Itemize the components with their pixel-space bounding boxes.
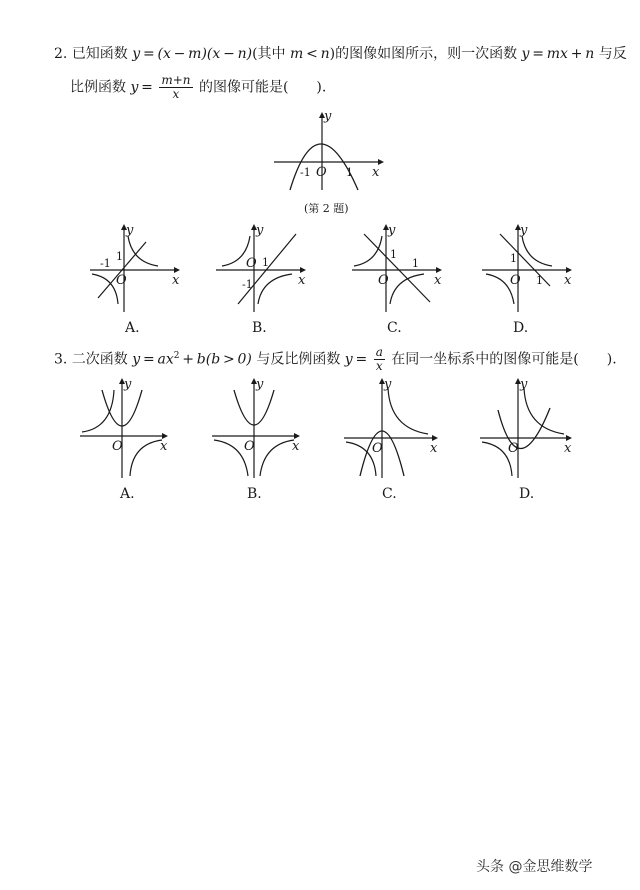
q3-option-c-label: C. [382,486,397,502]
svg-text:O: O [246,256,257,271]
q3-fraction: $\frac{a}{x}$ [375,345,383,374]
svg-text:O: O [510,273,521,288]
q2-option-a-label: A. [125,320,140,336]
q3-option-b-graph [210,376,302,480]
q2-figure-caption: (第 2 题) [304,202,349,215]
q3-option-a-label: A. [120,486,135,502]
q2-reference-figure [262,106,392,192]
q2-fig-neg1: -1 [300,166,311,179]
q2-fraction: $\frac{m+n}{x}$ [161,73,191,101]
svg-text:x: x [564,273,572,288]
q3-number: 3. [54,351,68,368]
q2-a-mark-1: -1 [100,257,111,270]
q2-fig-origin: O [316,165,327,180]
q2-c-mark-1: 1 [390,248,397,261]
q2-line1: 2. 已知函数 y = (x − m)(x − n)(其中 m < n)的图像如图所示，则一次函数 y = mx + n 与反 [54,46,627,62]
svg-text:y: y [124,377,132,392]
q3-quadratic: y = ax [132,351,174,368]
svg-text:y: y [384,377,392,392]
svg-text:O: O [244,439,255,454]
svg-text:O: O [378,273,389,288]
svg-text:y: y [126,223,134,238]
q2-d-mark-1: 1 [510,252,517,265]
q2-option-d-graph [480,222,572,314]
svg-text:x: x [292,439,300,454]
q2-quadratic: y = (x − m)(x − n) [132,46,253,62]
q2-b-mark-2: -1 [242,278,253,291]
q2-d-mark-2: 1 [536,274,543,287]
q3-option-a-graph [78,376,170,480]
q2-option-c-graph [350,222,442,314]
q2-option-d-label: D. [513,320,529,336]
q2-option-c-label: C. [387,320,402,336]
svg-text:O: O [112,439,123,454]
svg-text:y: y [388,223,396,238]
q3-option-d-label: D. [519,486,535,502]
svg-text:O: O [116,273,127,288]
q2-option-a-graph [88,222,180,314]
q2-fig-one: 1 [346,166,353,179]
svg-text:y: y [520,223,528,238]
svg-text:y: y [256,223,264,238]
q2-fig-y-label: y [324,109,332,124]
svg-text:x: x [160,439,168,454]
q2-a-mark-2: 1 [116,250,123,263]
svg-text:y: y [256,377,264,392]
svg-text:x: x [434,273,442,288]
svg-text:O: O [372,441,383,456]
q2-line2: 比例函数 y = $\frac{m+n}{x}$ 的图像可能是( ). [70,73,327,101]
q3-option-b-label: B. [247,486,262,502]
svg-text:y: y [520,377,528,392]
q3-option-d-graph [478,376,574,480]
q2-option-b-label: B. [252,320,267,336]
q2-fig-x-label: x [372,165,380,180]
q3-option-c-graph [342,376,440,480]
svg-text:x: x [298,273,306,288]
q3-line: 3. 二次函数 $y = ax^2 + b(b > 0)$ 与反比例函数 y = $\frac{a}{x}$ 在同一坐标系中的图像可能是( ). [54,345,617,374]
svg-text:x: x [564,441,572,456]
watermark: 头条 @金思维数学 [476,859,593,875]
q2-b-mark-1: 1 [262,256,269,269]
q2-option-b-graph [214,222,306,314]
q2-c-mark-2: 1 [412,257,419,270]
svg-text:O: O [508,441,519,456]
q2-linear: y = mx + n [521,46,595,62]
svg-text:x: x [430,441,438,456]
svg-text:x: x [172,273,180,288]
q2-number: 2. [54,46,68,62]
